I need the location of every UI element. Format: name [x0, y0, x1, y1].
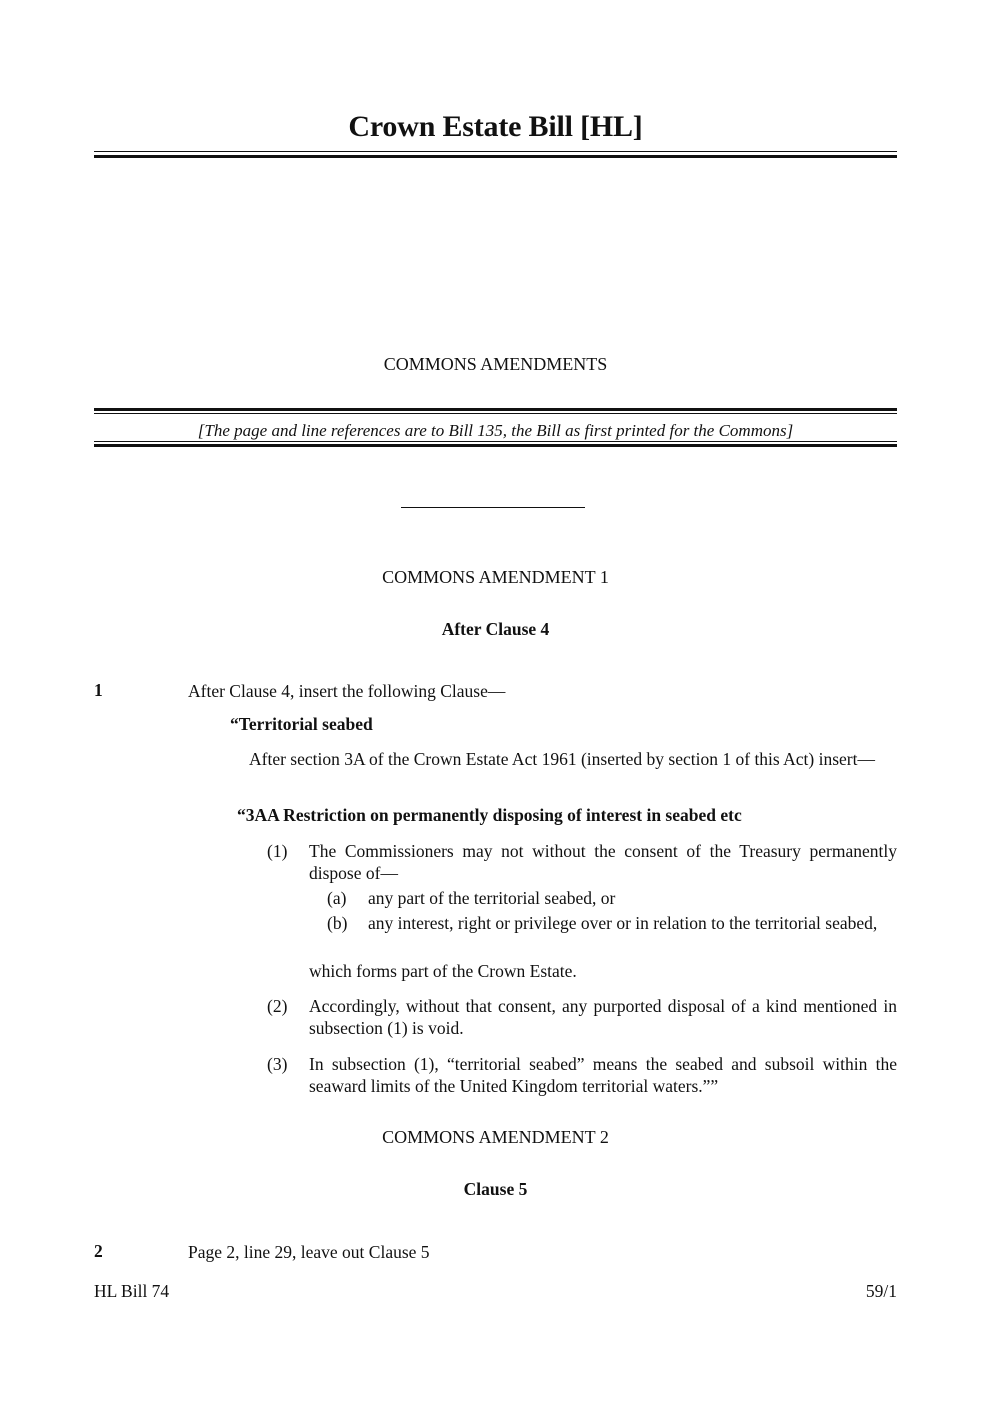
amendment-1-instruction: After Clause 4, insert the following Clause—	[188, 681, 506, 701]
separator-rule	[401, 507, 585, 508]
paragraph-b-label: (b)	[327, 913, 348, 933]
section-heading: “3AA Restriction on permanently disposing of interest in seabed etc	[237, 805, 742, 825]
paragraph-b-text: any interest, right or privilege over or in relation to the territorial seabed,	[368, 913, 878, 933]
subsection-3-text: In subsection (1), “territorial seabed” means the seabed and subsoil within the seaward limits of the United Kingdom territorial waters.””	[309, 1054, 897, 1096]
bill-title: Crown Estate Bill [HL]	[348, 110, 643, 143]
paragraph-a-label: (a)	[327, 888, 347, 908]
title-rule-thin	[94, 151, 897, 152]
amendment-2-number: 2	[94, 1241, 103, 1261]
title-rule-thick	[94, 155, 897, 158]
subsection-2-text: Accordingly, without that consent, any purported disposal of a kind mentioned in subsection (1) is void.	[309, 996, 897, 1038]
subsection-1-text: The Commissioners may not without the consent of the Treasury permanently dispose of—	[309, 841, 897, 883]
footer-bill-number: HL Bill 74	[94, 1281, 170, 1301]
new-clause-intro: After section 3A of the Crown Estate Act 1961 (inserted by section 1 of this Act) insert—	[249, 749, 875, 769]
amendment-1-heading: COMMONS AMENDMENT 1	[382, 567, 609, 587]
amendment-1-number: 1	[94, 680, 103, 700]
note-rule-bottom-thin	[94, 441, 897, 442]
note-rule-top-thick	[94, 408, 897, 411]
paragraph-a-text: any part of the territorial seabed, or	[368, 888, 616, 908]
footer-print-reference: 59/1	[865, 1281, 897, 1301]
subsection-3-label: (3)	[267, 1054, 288, 1074]
subsection-2-label: (2)	[267, 996, 288, 1016]
note-rule-top-thin	[94, 413, 897, 414]
commons-amendments-heading: COMMONS AMENDMENTS	[383, 354, 608, 374]
new-clause-title: “Territorial seabed	[230, 714, 373, 734]
subsection-1-closing: which forms part of the Crown Estate.	[309, 961, 577, 981]
amendment-2-heading: COMMONS AMENDMENT 2	[382, 1127, 609, 1147]
note-rule-bottom-thick	[94, 444, 897, 447]
amendment-2-instruction: Page 2, line 29, leave out Clause 5	[188, 1242, 430, 1262]
reference-note: [The page and line references are to Bill 135, the Bill as first printed for the Commons]	[197, 421, 794, 440]
subsection-1-label: (1)	[267, 841, 288, 861]
amendment-1-clause-heading: After Clause 4	[441, 619, 550, 639]
amendment-2-clause-heading: Clause 5	[463, 1179, 528, 1199]
